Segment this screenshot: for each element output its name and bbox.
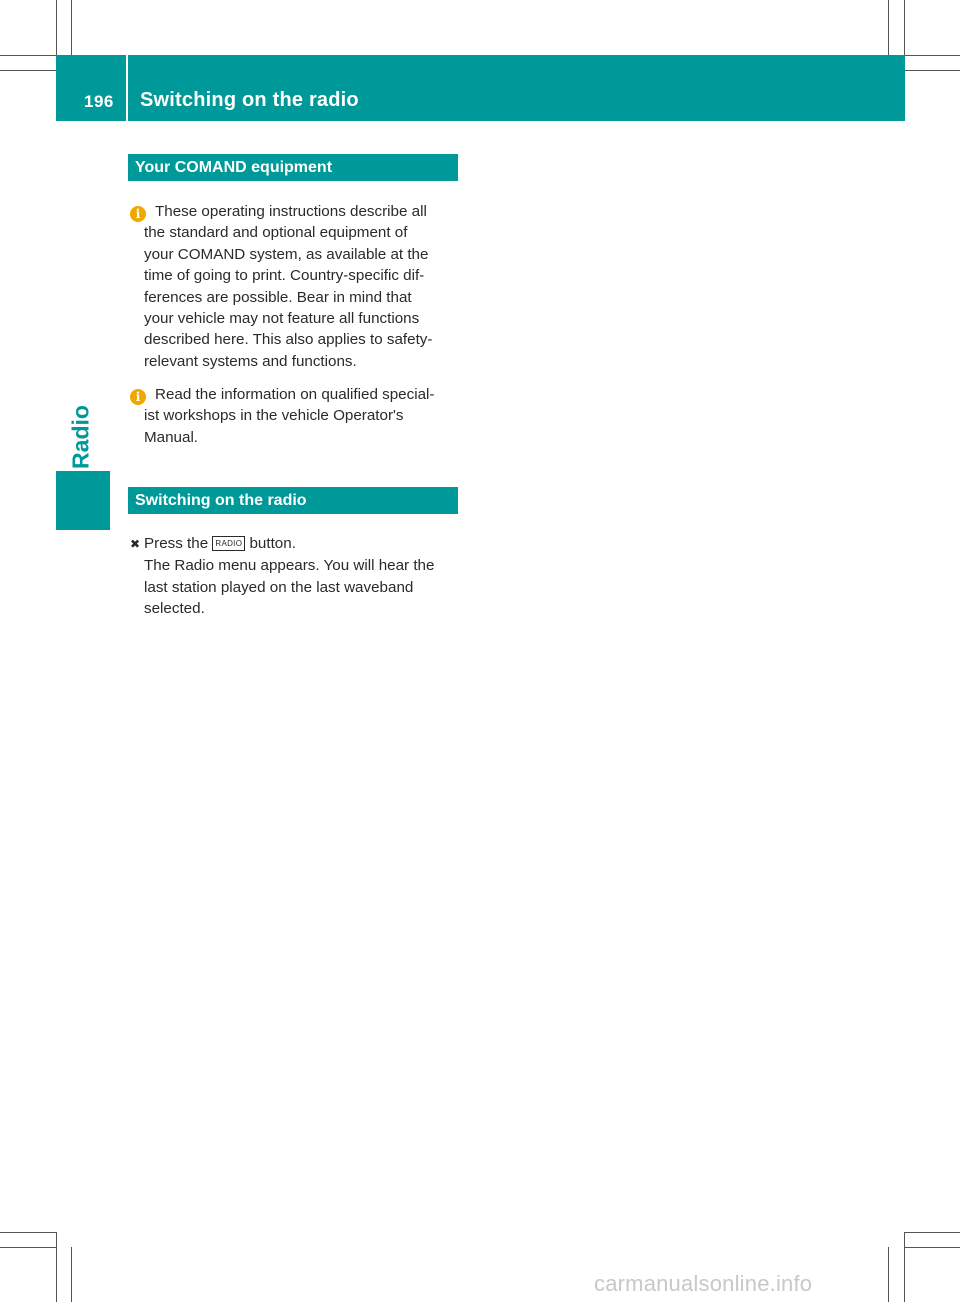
section-heading-comand-equipment: Your COMAND equipment [128, 154, 458, 181]
crop-mark [0, 1232, 56, 1233]
step-result-line: last station played on the last waveband [144, 578, 414, 596]
note-line: Manual. [144, 428, 199, 446]
page-title: Switching on the radio [140, 89, 359, 111]
crop-mark [56, 0, 57, 55]
crop-mark [905, 1247, 960, 1248]
watermark: carmanualsonline.info [594, 1271, 813, 1296]
note-line: Read the information on qualified special- [155, 386, 435, 403]
crop-mark [0, 1247, 56, 1248]
info-icon: i [130, 206, 146, 222]
note-line: time of going to print. Country-specific dif- [144, 267, 425, 285]
note-line: These operating instructions describe all [155, 203, 427, 220]
crop-mark [888, 0, 889, 55]
crop-mark [904, 1232, 905, 1302]
crop-mark [71, 0, 72, 55]
note-line: the standard and optional equipment of [144, 224, 408, 242]
chapter-side-label: Radio [67, 405, 94, 469]
step-text: Press the [144, 535, 209, 552]
crop-mark [905, 1232, 960, 1233]
step-result-line: selected. [144, 600, 205, 618]
crop-mark [0, 55, 56, 56]
note-line: described here. This also applies to safety- [144, 331, 433, 349]
section-heading-switching-on-radio: Switching on the radio [128, 487, 458, 514]
chapter-side-tab [56, 471, 110, 530]
note-line: relevant systems and functions. [144, 352, 357, 370]
arrow-right-icon: ✖ [130, 537, 141, 551]
crop-mark [0, 70, 56, 71]
info-note [130, 384, 465, 448]
info-note [130, 201, 465, 372]
step-text: button. [249, 535, 296, 552]
crop-mark [56, 1232, 57, 1302]
instruction-step [130, 533, 465, 620]
crop-mark [904, 0, 905, 55]
crop-mark [71, 1247, 72, 1302]
note-line: ist workshops in the vehicle Operator's [144, 407, 404, 425]
note-line: your COMAND system, as available at the [144, 245, 429, 263]
step-result-line: The Radio menu appears. You will hear the [144, 557, 435, 575]
crop-mark [905, 70, 960, 71]
header-divider [126, 55, 128, 121]
note-line: ferences are possible. Bear in mind that [144, 288, 412, 306]
info-icon: i [130, 389, 146, 405]
note-line: your vehicle may not feature all functions [144, 310, 420, 328]
page-number: 196 [84, 92, 114, 111]
radio-key-icon: RADIO [212, 536, 245, 551]
crop-mark [905, 55, 960, 56]
crop-mark [888, 1247, 889, 1302]
